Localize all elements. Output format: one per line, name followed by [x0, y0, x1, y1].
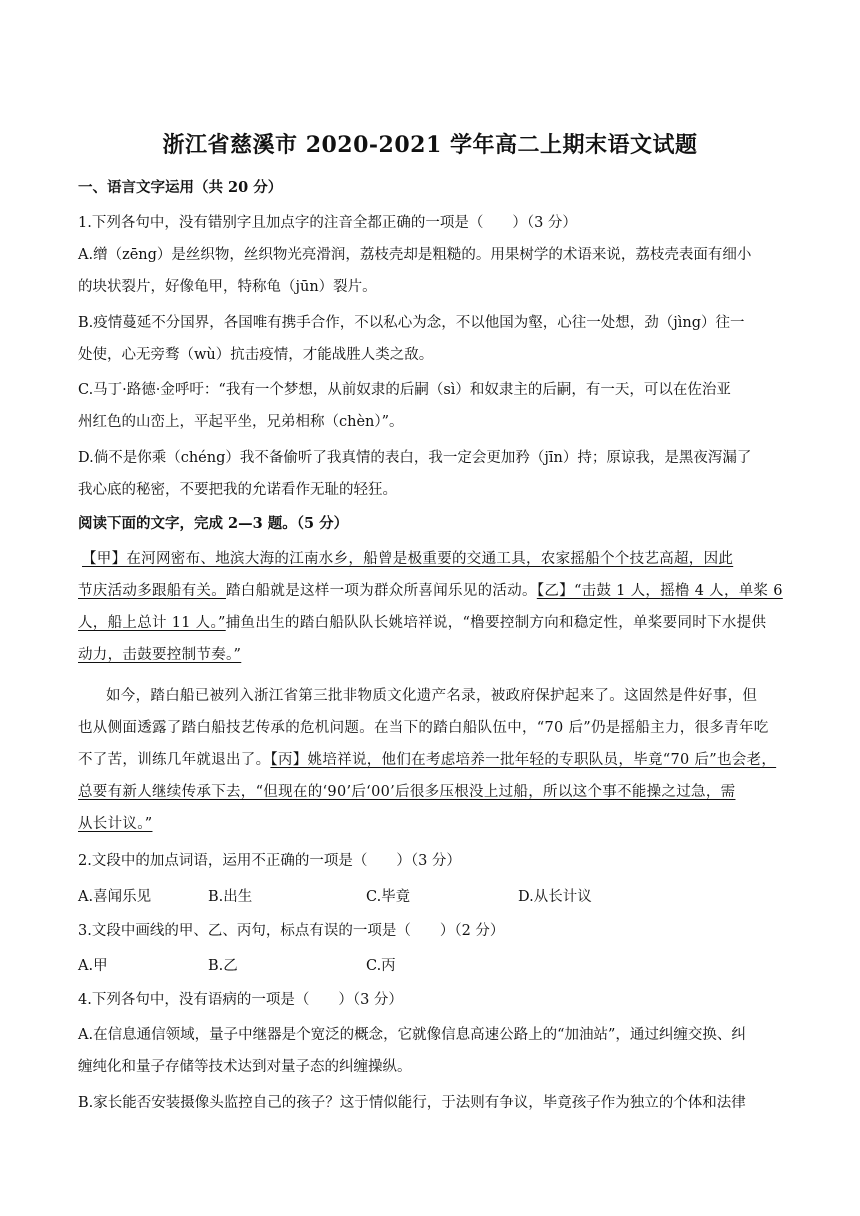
- option-a: A.喜闻乐见: [78, 889, 152, 905]
- option-d: D.从长计议: [518, 889, 592, 905]
- sentence-bing-cont: 总要有新人继续传承下去，“但现在的‘90’后‘00’后很多压根没上过船，所以这个事不能操之过急，需: [78, 784, 736, 800]
- question-1-stem: 1.下列各句中，没有错别字且加点字的注音全都正确的一项是（ ）（3 分）: [78, 215, 577, 231]
- passage-line: 如今，踏白船已被列入浙江省第三批非物质文化遗产名录，被政府保护起来了。这固然是件好事，但: [106, 688, 758, 704]
- question-1-option-d-cont: 我心底的秘密，不要把我的允诺看作无耻的轻狂。: [78, 482, 397, 498]
- question-3-options: [78, 956, 784, 976]
- question-1-option-b-cont: 处使，心无旁骛（wù）抗击疫情，才能战胜人类之敌。: [78, 347, 434, 363]
- option-c: C.毕竟: [366, 889, 411, 905]
- question-4-stem: 4.下列各句中，没有语病的一项是（ ）（3 分）: [78, 992, 403, 1008]
- question-1-option-b: B.疫情蔓延不分国界，各国唯有携手合作，不以私心为念，不以他国为壑，心往一处想，劲（jìng）往一: [78, 315, 745, 331]
- passage-line: [78, 814, 784, 834]
- question-1-option-c: C.马丁·路德·金呼吁：“我有一个梦想，从前奴隶的后嗣（sì）和奴隶主的后嗣，有一天，可以在佐治亚: [78, 382, 731, 398]
- section-heading: 一、语言文字运用（共 20 分）: [78, 179, 283, 196]
- passage-text: 踏白船就是这样一项为群众所喜闻乐见的活动。: [226, 583, 537, 599]
- passage-line: 也从侧面透露了踏白船技艺传承的危机问题。在当下的踏白船队伍中，“70 后”仍是摇船主力，很多青年吃: [78, 720, 769, 736]
- option-c: C.丙: [366, 958, 396, 974]
- question-2-stem: 2.文段中的加点词语，运用不正确的一项是（ ）（3 分）: [78, 853, 461, 869]
- passage-line: [78, 581, 784, 601]
- page-title: 浙江省慈溪市 2020-2021 学年高二上期末语文试题: [162, 132, 698, 158]
- question-1-option-a-cont: 的块状裂片，好像龟甲，特称龟（jūn）裂片。: [78, 279, 377, 295]
- question-3-stem: 3.文段中画线的甲、乙、丙句，标点有误的一项是（ ）（2 分）: [78, 923, 505, 939]
- sentence-bing: 【丙】姚培祥说，他们在考虑培养一批年轻的专职队员，毕竟“70 后”也会老，: [270, 752, 777, 768]
- option-b: B.乙: [208, 958, 238, 974]
- passage-text: “橹要控制方向和稳定性，单桨要同时下水提供: [462, 615, 767, 631]
- question-2-options: [78, 887, 784, 907]
- question-1-option-c-cont: 州红色的山峦上，平起平坐，兄弟相称（chèn）”。: [78, 414, 404, 430]
- question-4-option-b: B.家长能否安装摄像头监控自己的孩子？这于情似能行，于法则有争议，毕竟孩子作为独立的个体和法律: [78, 1095, 746, 1111]
- passage-line: [78, 645, 784, 665]
- sentence-bing-end: 从长计议。”: [78, 816, 153, 832]
- question-1-option-d: D.倘不是你乘（chéng）我不备偷听了我真情的表白，我一定会更加矜（jīn）持；原谅我，是黑夜泻漏了: [78, 450, 752, 466]
- sentence-yi-cont: 人，船上总计 11 人。”: [78, 615, 226, 631]
- question-1-option-a: A.缯（zēng）是丝织物，丝织物光亮滑润，荔枝壳却是粗糙的。用果树学的术语来说，荔枝壳表面有细小: [78, 247, 752, 263]
- sentence-jia-cont: 节庆活动多跟船有关。: [78, 583, 226, 599]
- sentence-jia: 【甲】在河网密布、地滨大海的江南水乡，船曾是极重要的交通工具，农家摇船个个技艺高超，因此: [82, 551, 734, 567]
- question-4-option-a: A.在信息通信领域，量子中继器是个宽泛的概念，它就像信息高速公路上的“加油站”，通过纠缠交换、纠: [78, 1027, 746, 1043]
- passage-text: 捕鱼出生的踏白船队队长姚培祥说，: [225, 615, 463, 631]
- sentence-yi: 【乙】“击鼓 1 人，摇橹 4 人，单桨 6: [536, 583, 783, 599]
- passage-line: [78, 613, 784, 633]
- option-a: A.甲: [78, 958, 108, 974]
- passage-line: [78, 782, 784, 802]
- passage-line: [78, 750, 784, 770]
- option-b: B.出生: [208, 889, 253, 905]
- reading-instruction: 阅读下面的文字，完成 2—3 题。（5 分）: [78, 515, 349, 532]
- passage-quote-end: 动力，击鼓要控制节奏。”: [78, 647, 242, 663]
- passage-line: [82, 549, 788, 569]
- passage-text: 不了苦，训练几年就退出了。: [78, 752, 271, 768]
- question-4-option-a-cont: 缠纯化和量子存储等技术达到对量子态的纠缠操纵。: [78, 1059, 412, 1075]
